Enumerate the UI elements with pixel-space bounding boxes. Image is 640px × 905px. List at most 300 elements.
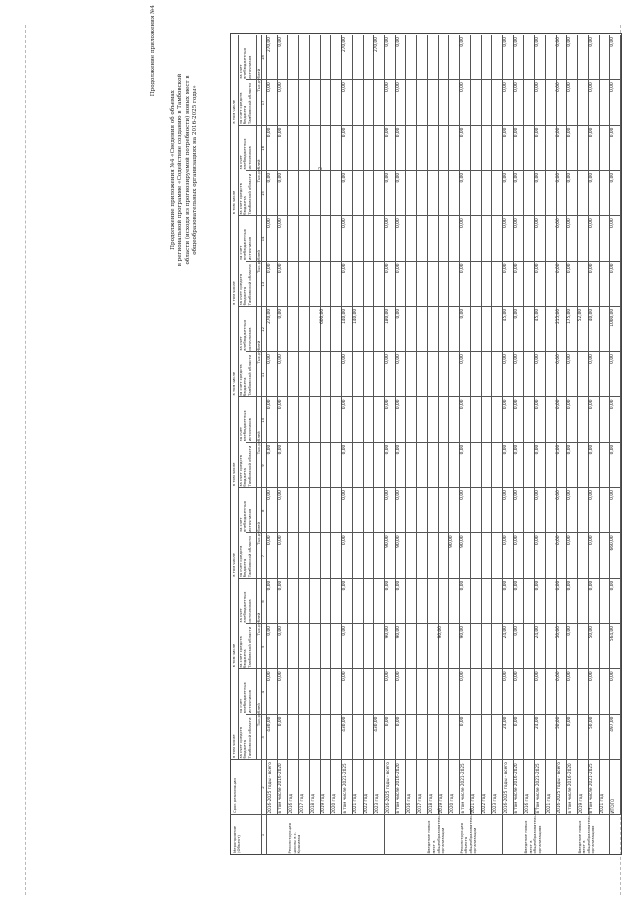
table-cell-value: 0,00 bbox=[266, 263, 272, 274]
unit-label: Тыс.рублей bbox=[255, 340, 261, 364]
table-cell-value: 0,00 bbox=[502, 263, 508, 274]
grid-line bbox=[309, 35, 310, 815]
table-cell-value: 0,00 bbox=[534, 82, 540, 92]
table-cell-value: 0,00 bbox=[588, 172, 594, 183]
table-cell-value: 24,00 bbox=[534, 716, 540, 729]
table-cell-value: 0,00 bbox=[567, 671, 573, 681]
grid-line bbox=[246, 170, 620, 171]
row-period: 2018 год bbox=[309, 793, 315, 814]
column-number: 15 bbox=[260, 191, 266, 197]
table-cell-value: 0,00 bbox=[459, 263, 465, 274]
table-cell-value: 0,00 bbox=[513, 444, 519, 455]
table-cell-value: 0,00 bbox=[277, 354, 283, 364]
table-cell-value: 497,00 bbox=[610, 716, 616, 732]
table-cell-value: 0,00 bbox=[395, 37, 401, 47]
table-cell-value: 0,00 bbox=[395, 580, 401, 591]
table-cell-value: 0,00 bbox=[588, 354, 594, 364]
subcolumn-header: за счет внебюджетных источников bbox=[238, 138, 252, 170]
table-cell-value: 0,00 bbox=[384, 82, 390, 92]
grid-line bbox=[599, 35, 600, 815]
column-group-header: в том числе bbox=[230, 553, 236, 577]
row-period: 2020 год bbox=[448, 793, 454, 814]
table-cell-value: 0,00 bbox=[567, 399, 573, 410]
row-activity-name: Реконструкция школы в с. Красивка bbox=[286, 823, 302, 854]
table-cell-value: 0,00 bbox=[610, 127, 616, 138]
column-number: 1 bbox=[260, 833, 266, 837]
row-period: 2021 год bbox=[352, 793, 358, 814]
table-cell-value: 430,00 bbox=[374, 716, 380, 732]
table-cell-value: 0,00 bbox=[513, 172, 519, 183]
table-cell-value: 90,00 bbox=[459, 626, 465, 639]
row-period: 2020 год bbox=[330, 793, 336, 814]
column-number: 11 bbox=[260, 372, 266, 378]
grid-line bbox=[405, 35, 406, 815]
table-cell-value: 0,00 bbox=[502, 399, 508, 410]
table-cell-value: 0,00 bbox=[556, 490, 562, 500]
row-period: 2021 год bbox=[545, 793, 551, 814]
unit-label: Тыс.рублей bbox=[255, 703, 261, 727]
table-cell-value: 0,00 bbox=[395, 399, 401, 410]
table-cell-value: 0,00 bbox=[567, 127, 573, 138]
table-cell-value: 45,00 bbox=[502, 308, 508, 322]
column-number: 10 bbox=[260, 417, 266, 423]
row-period: 2019 год bbox=[577, 793, 583, 814]
row-period: в том числе 2021-2025 bbox=[588, 763, 594, 814]
table-cell-value: 0,00 bbox=[395, 671, 401, 681]
table-cell-value: 0,00 bbox=[459, 444, 465, 455]
subcolumn-header: за счет внебюджетных источников bbox=[238, 682, 252, 714]
grid-line bbox=[523, 35, 524, 815]
table-cell-value: 0,00 bbox=[341, 127, 347, 138]
column-group-header: в том числе bbox=[230, 371, 236, 396]
table-cell-value: 0,00 bbox=[395, 444, 401, 455]
table-cell-value: 0,00 bbox=[266, 535, 272, 546]
table-cell-value: 0,00 bbox=[610, 37, 616, 47]
table-cell-value: 0,00 bbox=[266, 490, 272, 500]
row-period: 2022 год bbox=[481, 793, 487, 814]
table-cell-value: 0,00 bbox=[534, 127, 540, 138]
margin-guide-line bbox=[25, 25, 26, 895]
row-period: 2022 год bbox=[363, 793, 369, 814]
unit-label: Тыс.рублей bbox=[255, 612, 261, 636]
subcolumn-header: за счет средств бюджета Тамбовской области bbox=[238, 536, 252, 578]
table-cell-value: 0,00 bbox=[513, 580, 519, 591]
title-line: области (исходя из прогнозируемой потребности) новых мест в bbox=[184, 75, 191, 265]
table-cell-value: 0,00 bbox=[395, 263, 401, 274]
row-period: 2017 год bbox=[416, 793, 422, 814]
table-cell-value: 0,00 bbox=[567, 444, 573, 455]
subcolumn-header: за счет средств бюджета Тамбовской области bbox=[238, 445, 252, 487]
table-cell-value: 0,00 bbox=[556, 671, 562, 681]
table-cell-value: 0,00 bbox=[513, 716, 519, 727]
table-cell-value: 0,00 bbox=[502, 580, 508, 591]
row-period: 2016-2025 годы - всего bbox=[502, 762, 508, 814]
grid-line bbox=[352, 35, 353, 815]
subcolumn-header: за счет внебюджетных источников bbox=[238, 591, 252, 623]
table-cell-value: 0,00 bbox=[556, 354, 562, 364]
row-period: 2016-2025 годы - всего bbox=[556, 762, 562, 814]
grid-line bbox=[481, 35, 482, 815]
table-cell-value: 0,00 bbox=[277, 82, 283, 92]
grid-line bbox=[545, 35, 546, 815]
grid-line bbox=[238, 578, 620, 579]
unit-label: Тыс.рублей bbox=[255, 250, 261, 273]
table-cell-value: 0,00 bbox=[395, 218, 401, 228]
row-period: в том числе 2016-2020 bbox=[277, 763, 283, 814]
table-cell-value: 0,00 bbox=[395, 354, 401, 364]
grid-line bbox=[287, 35, 288, 815]
table-cell-value: 0,00 bbox=[459, 218, 465, 228]
subcolumn-header: за счет средств бюджета Тамбовской области bbox=[238, 83, 252, 125]
grid-line bbox=[620, 35, 621, 815]
table-cell-value: 0,00 bbox=[459, 172, 465, 183]
row-period: в том числе 2021-2025 bbox=[341, 763, 347, 814]
table-cell-value: 0,00 bbox=[556, 399, 562, 410]
column-number: 12 bbox=[260, 327, 266, 332]
table-cell-value: 0,00 bbox=[384, 671, 390, 681]
grid-line bbox=[238, 397, 620, 398]
table-cell-value: 0,00 bbox=[513, 263, 519, 274]
unit-label: Тыс.рублей bbox=[255, 522, 261, 545]
row-period: 2016-2025 годы - всего bbox=[384, 762, 390, 814]
table-cell-value: 0,00 bbox=[277, 218, 283, 228]
table-cell-value: 0,00 bbox=[502, 535, 508, 546]
row-activity-name: Реконструкция объекта общеобразовательной организации bbox=[458, 808, 478, 854]
grid-line bbox=[246, 533, 620, 534]
table-cell-value: 0,00 bbox=[556, 535, 562, 546]
grid-line bbox=[238, 125, 620, 126]
grid-line bbox=[230, 814, 620, 815]
table-cell-value: 0,00 bbox=[341, 399, 347, 410]
table-cell-value: 0,00 bbox=[395, 82, 401, 92]
table-cell-value: 0,00 bbox=[266, 580, 272, 591]
table-cell-value: 0,00 bbox=[610, 399, 616, 410]
table-cell-value: 0,00 bbox=[266, 354, 272, 364]
table-cell-value: 0,00 bbox=[567, 490, 573, 500]
table-cell-value: 0,00 bbox=[341, 671, 347, 681]
table-cell-value: 0,00 bbox=[588, 535, 594, 546]
table-cell-value: 0,00 bbox=[513, 127, 519, 138]
table-cell-value: 0,00 bbox=[277, 535, 283, 546]
table-cell-value: 0,00 bbox=[567, 580, 573, 591]
table-cell-value: 50,00 bbox=[588, 716, 594, 729]
table-cell-value: 0,00 bbox=[513, 626, 519, 636]
table-cell-value: 0,00 bbox=[277, 626, 283, 636]
table-cell-value: 0,00 bbox=[534, 444, 540, 455]
table-cell-value: 270,00 bbox=[341, 37, 347, 53]
column-number: 14 bbox=[260, 236, 266, 242]
table-cell-value: 0,00 bbox=[341, 263, 347, 274]
table-cell-value: 0,00 bbox=[502, 218, 508, 228]
table-cell-value: 0,00 bbox=[459, 716, 465, 727]
table-cell-value: 0,00 bbox=[266, 399, 272, 410]
table-cell-value: 0,00 bbox=[567, 626, 573, 636]
table-cell-value: 0,00 bbox=[277, 172, 283, 183]
table-cell-value: 0,00 bbox=[502, 490, 508, 500]
table-cell-value: 0,00 bbox=[610, 263, 616, 274]
table-cell-value: 0,00 bbox=[459, 490, 465, 500]
grid-line bbox=[330, 35, 331, 815]
table-cell-value: 0,00 bbox=[502, 671, 508, 681]
table-cell-value: 0,00 bbox=[384, 490, 390, 500]
table-cell-value: 0,00 bbox=[556, 263, 562, 274]
row-period: в том числе 2016-2020 bbox=[566, 763, 572, 814]
table-cell-value: 0,00 bbox=[502, 444, 508, 455]
table-cell-value: 0,00 bbox=[567, 263, 573, 274]
table-cell-value: 0,00 bbox=[459, 82, 465, 92]
table-cell-value: 0,00 bbox=[502, 82, 508, 92]
table-cell-value: 0,00 bbox=[567, 172, 573, 183]
table-cell-value: 270,00 bbox=[266, 37, 272, 53]
table-cell-value: 0,00 bbox=[556, 444, 562, 455]
table-cell-value: 0,00 bbox=[556, 218, 562, 228]
table-cell-value: 0,00 bbox=[341, 82, 347, 92]
table-cell-value: 0,00 bbox=[588, 580, 594, 591]
table-cell-value: 0,00 bbox=[459, 127, 465, 138]
column-number: 18 bbox=[260, 55, 266, 61]
table-cell-value: 0,00 bbox=[266, 444, 272, 455]
table-cell-value: 0,00 bbox=[395, 308, 401, 319]
column-number: 13 bbox=[260, 281, 266, 287]
page-number: 2 bbox=[318, 166, 324, 170]
grid-line bbox=[373, 35, 374, 815]
grid-line bbox=[238, 216, 620, 217]
row-period: 2023 год bbox=[373, 793, 379, 814]
table-cell-value: 90,00 bbox=[384, 626, 390, 639]
grid-line bbox=[320, 35, 321, 815]
table-cell-value: 0,00 bbox=[588, 444, 594, 455]
table-cell-value: 0,00 bbox=[588, 399, 594, 410]
table-cell-value: 0,00 bbox=[277, 580, 283, 591]
grid-line bbox=[416, 35, 417, 815]
subcolumn-header: за счет средств бюджета Тамбовской области bbox=[238, 173, 252, 215]
table-cell-value: 0,00 bbox=[459, 354, 465, 364]
grid-line bbox=[427, 35, 428, 815]
table-cell-value: 0,00 bbox=[513, 354, 519, 364]
table-cell-value: 0,00 bbox=[534, 399, 540, 410]
table-cell-value: 0,00 bbox=[567, 218, 573, 228]
table-cell-value: 270,00 bbox=[374, 37, 380, 53]
row-period: 2016 год bbox=[524, 793, 530, 814]
table-cell-value: 90,00 bbox=[449, 535, 455, 548]
table-cell-value: 45,00 bbox=[534, 308, 540, 322]
row-period: в том числе 2021-2025 bbox=[534, 763, 540, 814]
subcolumn-header: за счет средств бюджета Тамбовской области bbox=[238, 717, 252, 759]
table-cell-value: 0,00 bbox=[459, 580, 465, 591]
table-cell-value: 430,00 bbox=[341, 716, 347, 732]
appendix-line: Продолжение приложения №4 bbox=[150, 5, 156, 97]
column-group-header: в том числе bbox=[230, 462, 236, 487]
table-cell-value: 0,00 bbox=[277, 399, 283, 410]
table-cell-value: 0,00 bbox=[556, 82, 562, 92]
table-cell-value: 0,00 bbox=[341, 218, 347, 228]
table-cell-value: 0,00 bbox=[588, 263, 594, 274]
table-cell-value: 90,00 bbox=[459, 535, 465, 548]
table-cell-value: 0,00 bbox=[384, 37, 390, 47]
column-number: 8 bbox=[260, 509, 266, 512]
table-cell-value: 0,00 bbox=[556, 37, 562, 47]
table-cell-value: 0,00 bbox=[610, 354, 616, 364]
table-cell-value: 0,00 bbox=[513, 671, 519, 681]
grid-line bbox=[556, 35, 557, 855]
table-cell-value: 0,00 bbox=[567, 535, 573, 546]
grid-line bbox=[438, 35, 439, 815]
table-cell-value: 0,00 bbox=[384, 218, 390, 228]
table-cell-value: 0,00 bbox=[567, 354, 573, 364]
grid-line bbox=[577, 35, 578, 815]
grid-line bbox=[246, 623, 620, 624]
row-period: в том числе 2016-2020 bbox=[395, 763, 401, 814]
table-cell-value: 0,00 bbox=[341, 490, 347, 500]
row-period: в том числе 2021-2025 bbox=[459, 763, 465, 814]
table-cell-value: 0,00 bbox=[341, 626, 347, 636]
grid-line bbox=[298, 35, 299, 815]
row-period: 2016 год bbox=[406, 793, 412, 814]
table-cell-value: 0,00 bbox=[384, 580, 390, 591]
column-group-header: в том числе bbox=[230, 734, 236, 758]
table-cell-value: 0,00 bbox=[513, 82, 519, 92]
table-cell-value: 52,00 bbox=[577, 308, 583, 322]
table-cell-value: 0,00 bbox=[384, 399, 390, 410]
row-period: 2017 год bbox=[298, 793, 304, 814]
title-line: общеобразовательных организациях на 2016-2025 годы» bbox=[191, 85, 198, 255]
table-cell-value: 0,00 bbox=[502, 354, 508, 364]
table-cell-value: 0,00 bbox=[567, 82, 573, 92]
subcolumn-header: за счет внебюджетных источников bbox=[238, 229, 252, 261]
appendix-heading bbox=[150, 5, 157, 265]
table-cell-value: 0,00 bbox=[513, 535, 519, 546]
grid-line bbox=[246, 442, 620, 443]
table-cell-value: 0,00 bbox=[588, 82, 594, 92]
row-period: 2019 год bbox=[438, 793, 444, 814]
table-cell-value: 0,00 bbox=[384, 354, 390, 364]
table-cell-value: 0,00 bbox=[556, 580, 562, 591]
table-cell-value: 24,00 bbox=[534, 626, 540, 639]
grid-line bbox=[363, 35, 364, 815]
table-cell-value: 0,00 bbox=[534, 671, 540, 681]
grid-line bbox=[238, 306, 620, 307]
table-cell-value: 0,00 bbox=[266, 82, 272, 92]
unit-label: Тыс.рублей bbox=[255, 159, 261, 183]
table-cell-value: 0,00 bbox=[459, 399, 465, 410]
table-cell-value: 0,00 bbox=[277, 444, 283, 455]
row-period: в том числе 2016-2020 bbox=[513, 763, 519, 814]
table-cell-value: 0,00 bbox=[266, 671, 272, 681]
table-cell-value: 24,00 bbox=[502, 626, 508, 639]
title-line: Продолжение приложения №4 «Сведения об объемах bbox=[170, 90, 176, 250]
table-cell-value: 660,00 bbox=[610, 535, 616, 551]
subcolumn-header: за счет средств бюджета Тамбовской области bbox=[238, 355, 252, 396]
table-cell-value: 0,00 bbox=[395, 716, 401, 727]
table-cell-value: 0,00 bbox=[610, 82, 616, 92]
table-cell-value: 0,00 bbox=[266, 127, 272, 138]
column-header-name: Мероприятие (Объект) bbox=[232, 825, 242, 853]
column-number: 16 bbox=[260, 145, 266, 151]
subcolumn-header: за счет внебюджетных источников bbox=[238, 410, 252, 442]
grid-line bbox=[384, 35, 385, 855]
table-cell-value: 0,00 bbox=[534, 580, 540, 591]
grid-line bbox=[246, 714, 620, 715]
table-cell-value: 0,00 bbox=[395, 490, 401, 500]
table-cell-value: 0,00 bbox=[384, 444, 390, 455]
table-cell-value: 564,00 bbox=[610, 626, 616, 642]
table-cell-value: 0,00 bbox=[610, 172, 616, 183]
column-number: 5 bbox=[260, 645, 266, 648]
table-cell-value: 0,00 bbox=[341, 444, 347, 455]
row-activity-name: Введение новых мест в общеобразовательной организации bbox=[426, 808, 446, 854]
grid-line bbox=[246, 352, 620, 353]
table-cell-value: 0,00 bbox=[588, 127, 594, 138]
table-cell-value: 90,00 bbox=[395, 626, 401, 639]
table-cell-value: 90,00 bbox=[384, 535, 390, 548]
table-cell-value: 0,00 bbox=[610, 444, 616, 455]
table-cell-value: 50,00 bbox=[556, 716, 562, 729]
table-cell-value: 0,00 bbox=[513, 218, 519, 228]
column-number: 6 bbox=[260, 600, 266, 603]
subcolumn-header: за счет средств бюджета Тамбовской области bbox=[238, 264, 252, 306]
table-cell-value: 0,00 bbox=[341, 580, 347, 591]
table-cell-value: 0,00 bbox=[459, 37, 465, 47]
unit-label: Тыс.рублей bbox=[255, 68, 261, 92]
grid-line bbox=[470, 35, 471, 815]
row-period: 2016 год bbox=[288, 793, 294, 814]
table-cell-value: 0,00 bbox=[567, 37, 573, 47]
column-group-header: в том числе bbox=[230, 100, 236, 124]
table-cell-value: 0,00 bbox=[384, 172, 390, 183]
row-period: 2019 год bbox=[320, 793, 326, 814]
table-cell-value: 0,00 bbox=[277, 308, 283, 319]
table-cell-value: 0,00 bbox=[534, 354, 540, 364]
table-cell-value: 0,00 bbox=[384, 127, 390, 138]
unit-label: Тыс.рублей bbox=[255, 431, 261, 455]
table-cell-value: 0,00 bbox=[459, 671, 465, 681]
table-cell-value: 140,00 bbox=[341, 308, 347, 324]
table-cell-value: 90,00 bbox=[438, 626, 444, 639]
column-group-header: в том числе bbox=[230, 281, 236, 305]
table-cell-value: 0,00 bbox=[277, 490, 283, 500]
table-cell-value: 1000,00 bbox=[610, 308, 616, 327]
row-activity-name: Введение новых мест в общеобразовательных организациях bbox=[576, 807, 596, 854]
table-cell-value: 0,00 bbox=[534, 37, 540, 47]
row-activity-name: Введение новых мест в общеобразовательных организациях bbox=[522, 807, 542, 854]
table-cell-value: 0,00 bbox=[459, 308, 465, 319]
table-cell-value: 0,00 bbox=[266, 218, 272, 228]
subcolumn-header: за счет внебюджетных источников bbox=[238, 47, 252, 79]
table-cell-value: 0,00 bbox=[502, 37, 508, 47]
table-cell-value: 0,00 bbox=[277, 671, 283, 681]
table-cell-value: 600,00 bbox=[320, 308, 326, 324]
subcolumn-header: за счет внебюджетных источников bbox=[238, 319, 252, 351]
table-cell-value: 0,00 bbox=[534, 263, 540, 274]
row-period: 2021 год bbox=[599, 793, 605, 814]
table-cell-value: 180,00 bbox=[384, 308, 390, 324]
column-number: 9 bbox=[260, 464, 266, 467]
table-cell-value: 0,00 bbox=[502, 127, 508, 138]
row-period: 2016-2025 годы - всего bbox=[266, 762, 272, 814]
grid-line bbox=[246, 261, 620, 262]
grid-line bbox=[246, 80, 620, 81]
column-number: 17 bbox=[260, 100, 266, 106]
column-header-period: Срок реализации bbox=[232, 778, 237, 813]
table-cell-value: 90,00 bbox=[395, 535, 401, 548]
table-cell-value: 0,00 bbox=[534, 218, 540, 228]
table-cell-value: 24,00 bbox=[502, 716, 508, 729]
column-group-header: в том числе bbox=[230, 643, 236, 668]
table-cell-value: 0,00 bbox=[588, 37, 594, 47]
table-cell-value: 0,00 bbox=[556, 127, 562, 138]
grid-line bbox=[238, 669, 620, 670]
table-cell-value: 0,00 bbox=[277, 263, 283, 274]
